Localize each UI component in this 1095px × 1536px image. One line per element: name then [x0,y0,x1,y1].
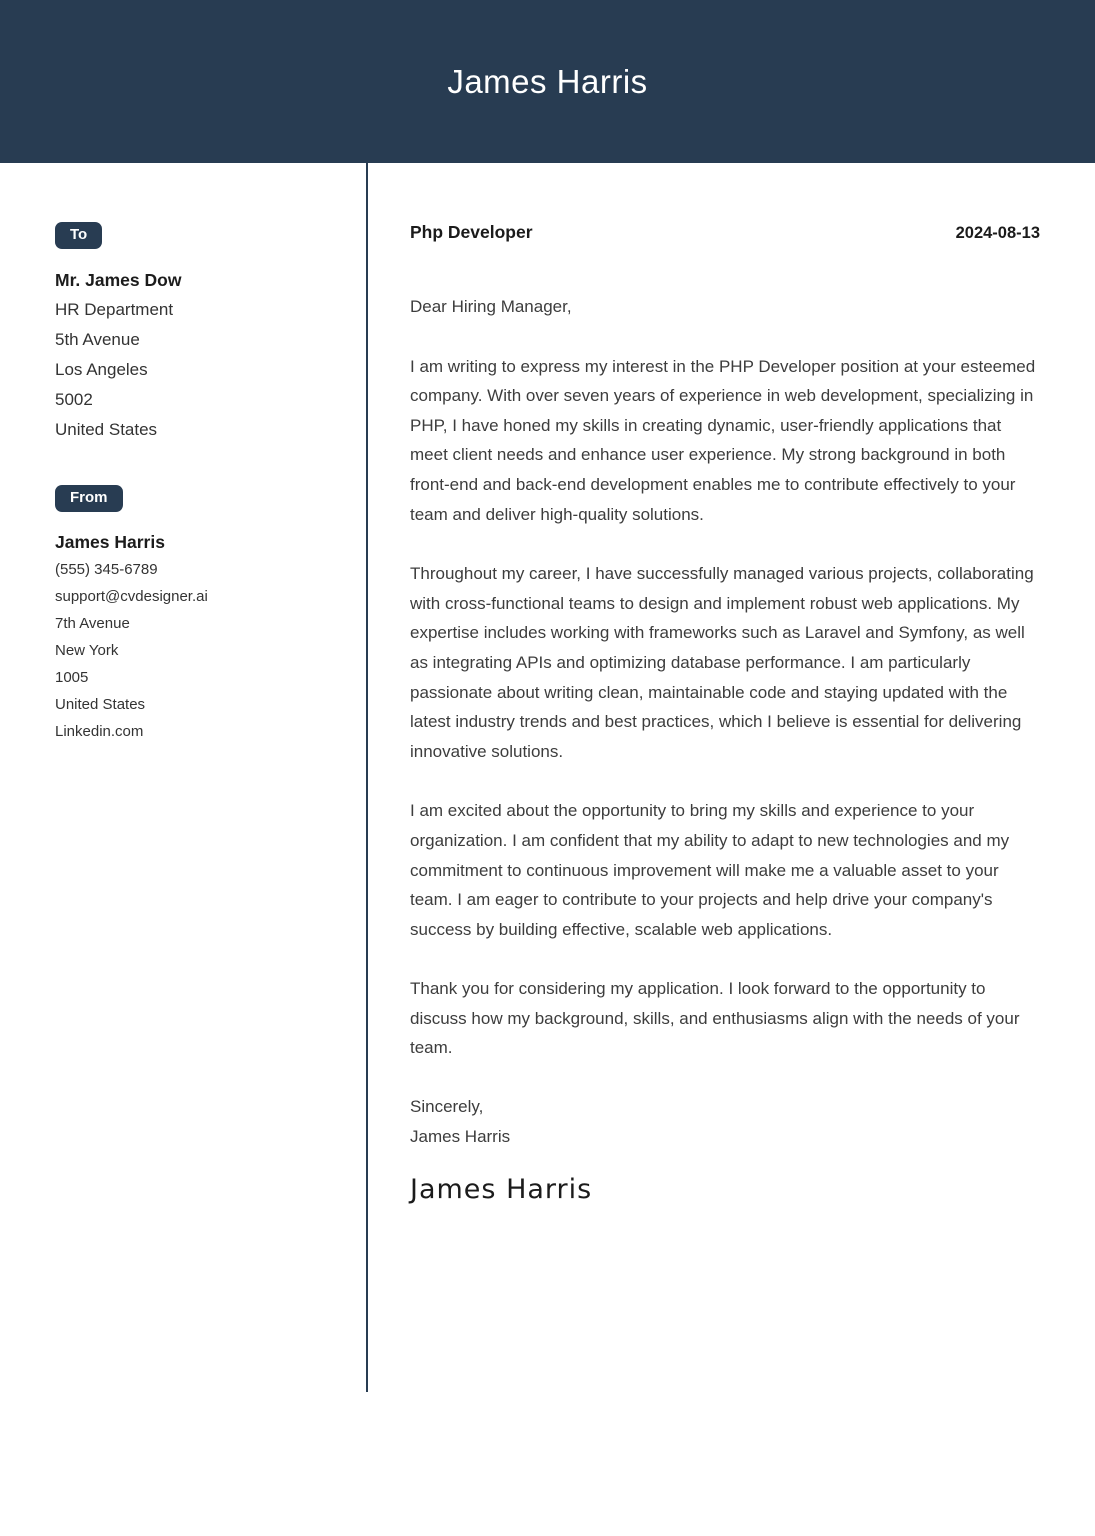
page-header [0,0,1095,163]
closing-name: James Harris [410,1126,511,1146]
paragraph: Throughout my career, I have successfully managed various projects, collaborating with cross-functional teams to design and implement robust web applications. My expertise includes working with frameworks such as Laravel and Symfony, as well as integrating APIs and optimizing database performance. I am particularly passionate about writing clean, maintainable code and staying updated with the latest industry trends and best practices, which I believe is essential for delivering innovative solutions. [410,564,1034,761]
paragraph: I am excited about the opportunity to bring my skills and experience to your organization. I am confident that my ability to adapt to new technologies and my commitment to continuous improvement will make me a valuable asset to your team. I am eager to contribute to your projects and help drive your company's success by building effective, scalable web applications. [410,801,1010,939]
signature: James Harris [410,1174,593,1206]
sender-line: United States [55,696,146,713]
letter-body [366,163,1095,1205]
recipient-line: 5th Avenue [55,330,140,349]
recipient-name: Mr. James Dow [55,270,182,290]
sender-line: 1005 [55,669,89,686]
sender-line: 7th Avenue [55,615,130,632]
sidebar [0,163,366,745]
recipient-section [55,222,336,445]
recipient-badge: To [55,222,102,249]
closing-block [410,1092,1040,1151]
recipient-line: United States [55,420,158,439]
subject-row [410,222,1040,243]
sender-phone: (555) 345-6789 [55,561,158,578]
vertical-divider [366,163,368,1392]
recipient-line: 5002 [55,390,93,409]
letter-date: 2024-08-13 [955,224,1040,242]
sender-section [55,485,336,745]
paragraph: I am writing to express my interest in the PHP Developer position at your esteemed company. With over seven years of experience in web development, specializing in PHP, I have honed my skills in creating dynamic, user-friendly applications that meet client needs and enhance user experience. My strong background in both front-end and back-end development enables me to contribute effectively to your team and deliver high-quality solutions. [410,356,1036,524]
recipient-line: HR Department [55,300,174,319]
header-name: James Harris [447,62,648,100]
recipient-line: Los Angeles [55,360,148,379]
sender-badge: From [55,485,123,512]
closing-word: Sincerely, [410,1097,484,1117]
sender-line: New York [55,642,119,659]
job-title: Php Developer [410,222,533,242]
sender-linkedin: Linkedin.com [55,723,144,740]
content-area [0,163,1095,1205]
sender-email: support@cvdesigner.ai [55,588,208,605]
paragraph: Thank you for considering my application. I look forward to the opportunity to discuss how my background, skills, and enthusiasms align with the needs of your team. [410,979,1020,1058]
salutation: Dear Hiring Manager, [410,297,572,316]
sender-name: James Harris [55,532,165,552]
